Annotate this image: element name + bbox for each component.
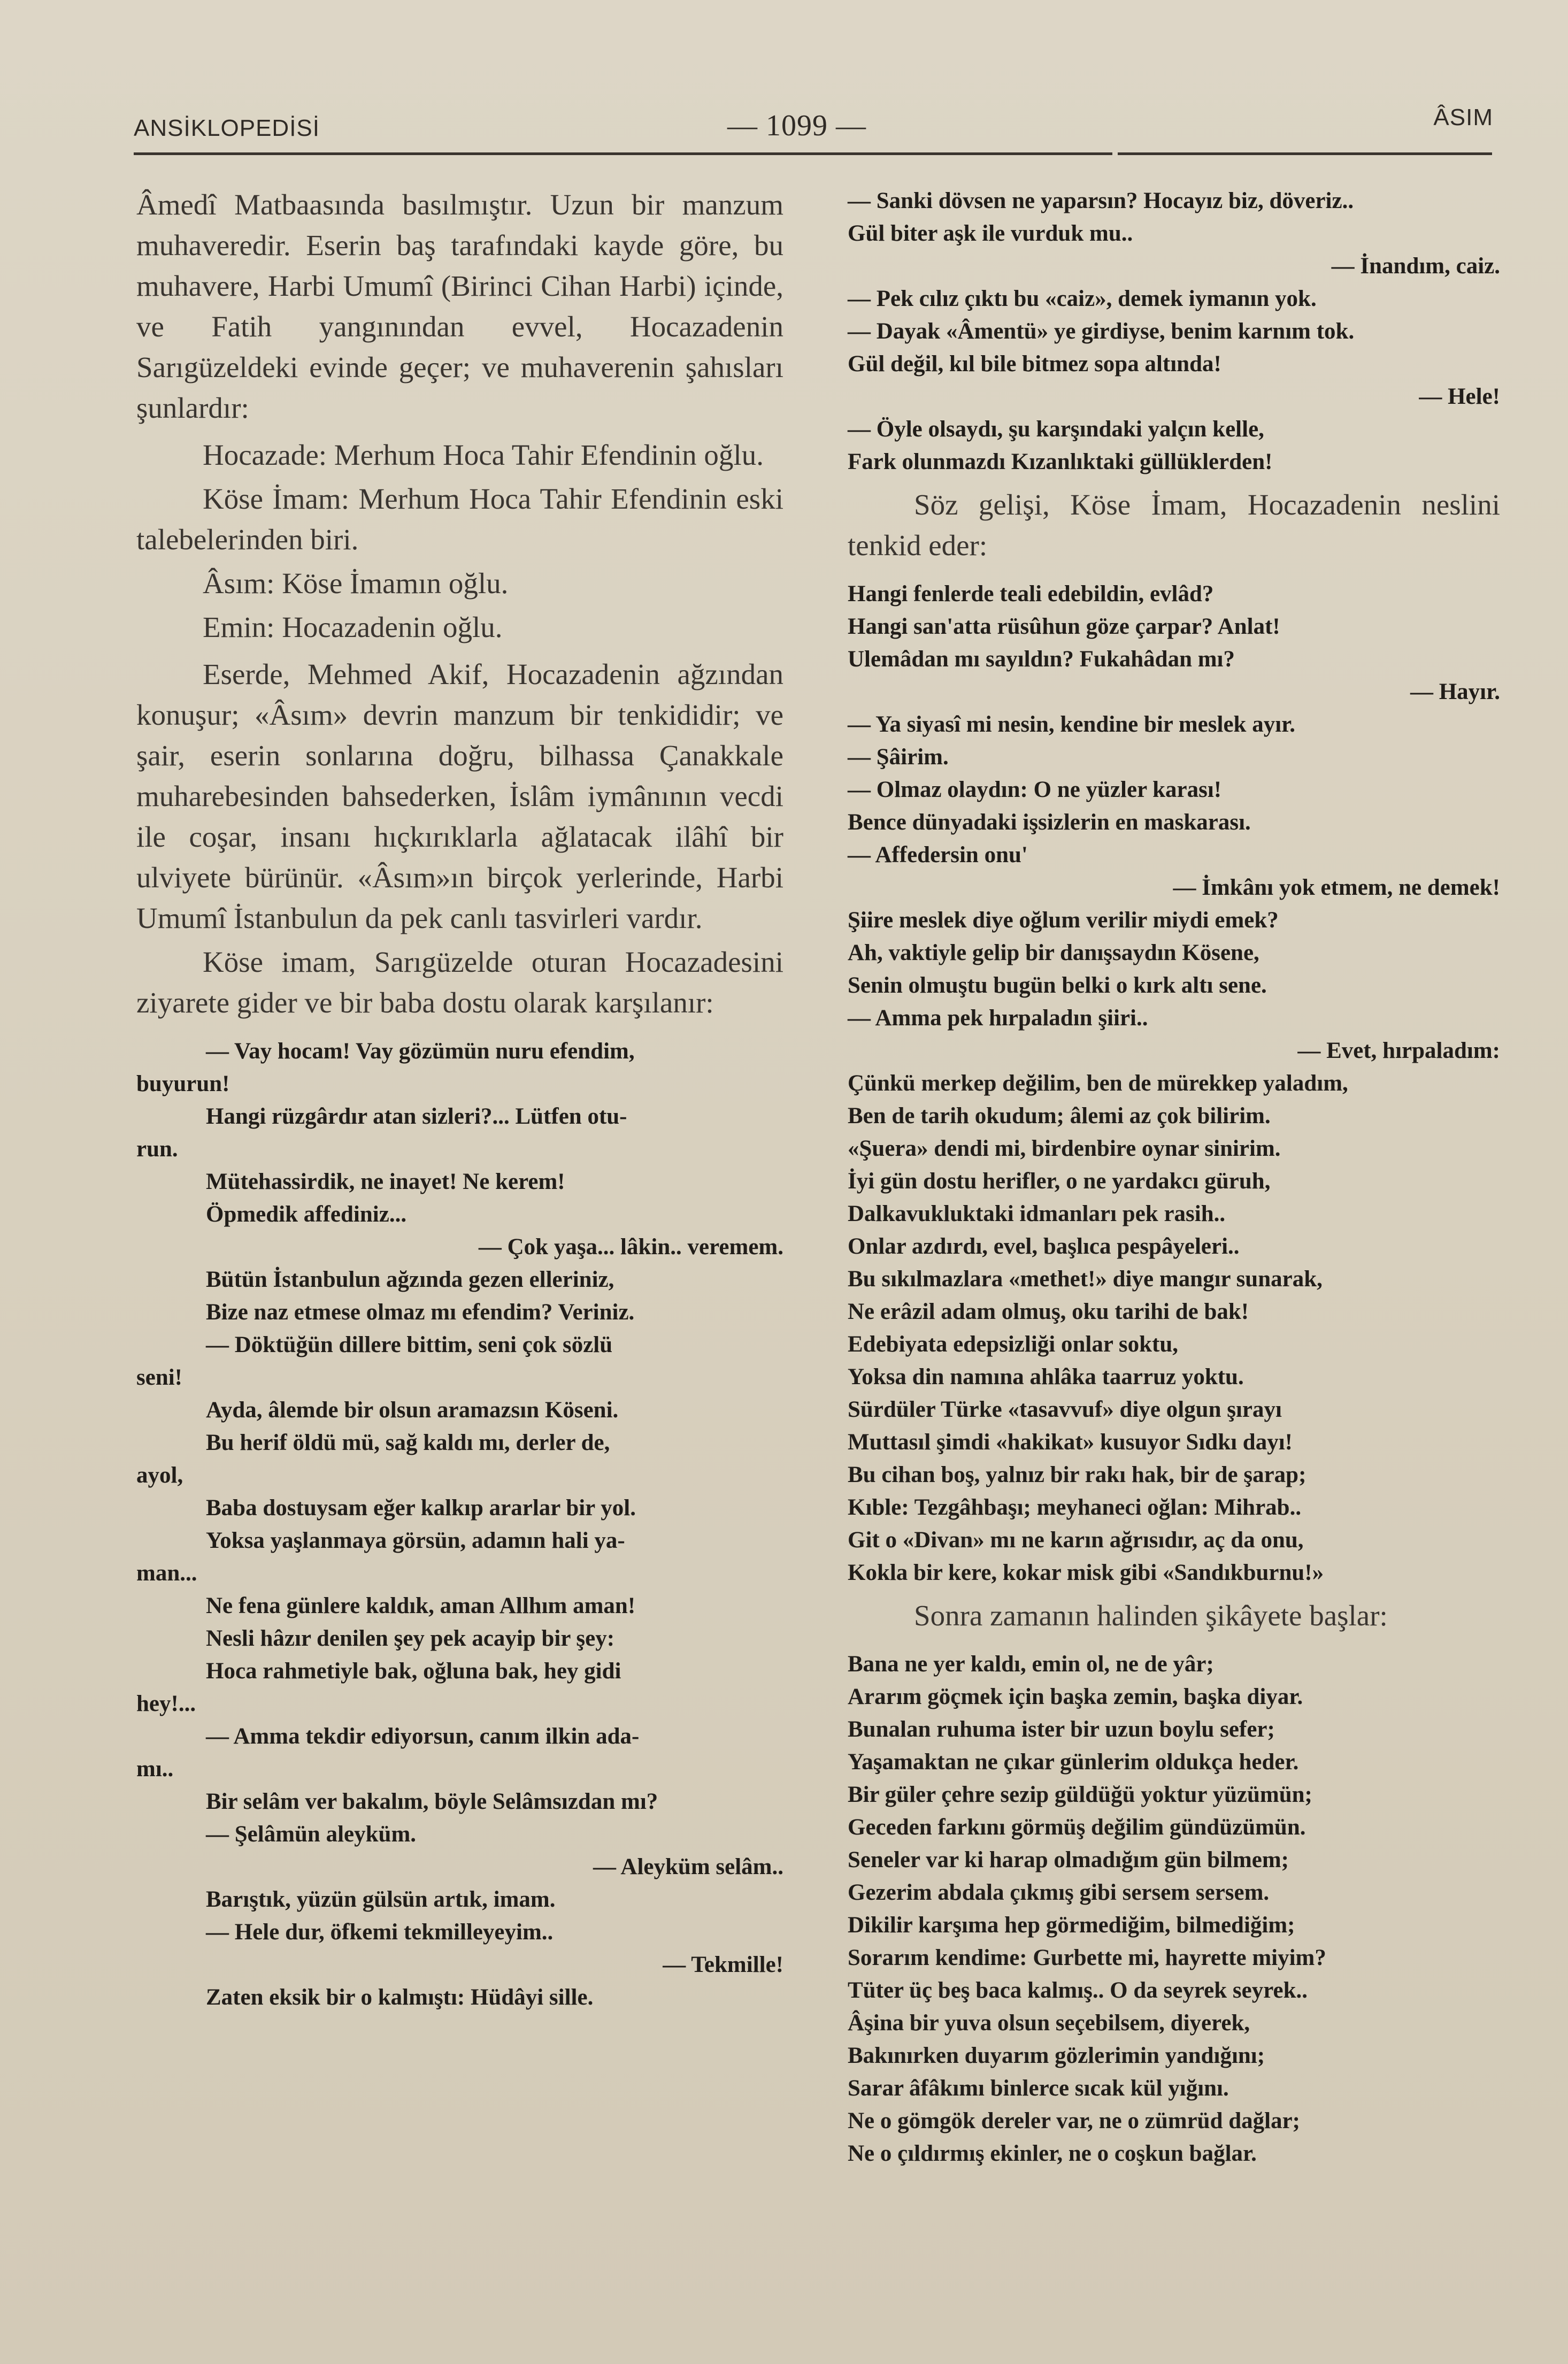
verse-line: — İnandım, caiz. <box>1331 254 1500 279</box>
paragraph-soz-gelisi: Söz gelişi, Köse İmam, Hocazadenin neslini tenkid eder: <box>848 488 1500 562</box>
verse-line: Bunalan ruhuma ister bir uzun boylu sefer; <box>848 1717 1275 1742</box>
verse-line: Bütün İstanbulun ağzında gezen elleriniz, <box>206 1267 614 1292</box>
verse-line: Kokla bir kere, kokar misk gibi «Sandıkburnu!» <box>848 1560 1324 1585</box>
verse-line: Yoksa din namına ahlâka taarruz yoktu. <box>848 1364 1244 1390</box>
verse-line: Ben de tarih okudum; âlemi az çok bilirim. <box>848 1103 1271 1129</box>
verse-line: Bu herif öldü mü, sağ kaldı mı, derler de, <box>206 1430 610 1455</box>
verse-line: Bir selâm ver bakalım, böyle Selâmsızdan mı? <box>206 1789 658 1814</box>
verse-line: — Amma tekdir ediyorsun, canım ilkin ada- <box>206 1724 640 1749</box>
verse-line: Dikilir karşıma hep görmediğim, bilmediğim; <box>848 1913 1295 1938</box>
role-hocazade: Hocazade: Merhum Hoca Tahir Efendinin oğlu. <box>203 439 764 471</box>
verse-line: Öpmedik affediniz... <box>206 1202 407 1227</box>
right-prose-2 <box>848 1595 1500 1636</box>
verse-line: buyurun! <box>136 1071 230 1096</box>
verse-line: Ulemâdan mı sayıldın? Fukahâdan mı? <box>848 647 1235 672</box>
verse-line: Ararım göçmek için başka zemin, başka diyar. <box>848 1684 1303 1709</box>
verse-line: Hangi san'atta rüsûhun göze çarpar? Anlat! <box>848 614 1280 639</box>
verse-line: Gül değil, kıl bile bitmez sopa altında! <box>848 351 1221 377</box>
verse-line: — Döktüğün dillere bittim, seni çok sözlü <box>206 1332 613 1357</box>
verse-line: Tüter üç beş baca kalmış.. O da seyrek seyrek.. <box>848 1978 1308 2003</box>
verse-line: — Hayır. <box>1410 679 1500 704</box>
verse-line: hey!... <box>136 1691 196 1716</box>
verse-line: Bu cihan boş, yalnız bir rakı hak, bir de şarap; <box>848 1462 1306 1487</box>
verse-line: Bir güler çehre sezip güldüğü yoktur yüzümün; <box>848 1782 1312 1807</box>
left-column <box>136 185 783 2014</box>
verse-line: Hangi rüzgârdır atan sizleri?... Lütfen otu- <box>206 1104 627 1129</box>
verse-line: Yaşamaktan ne çıkar günlerim oldukça heder. <box>848 1749 1299 1775</box>
verse-line: Yoksa yaşlanmaya görsün, adamın hali ya- <box>206 1528 625 1553</box>
verse-line: «Şuera» dendi mi, birdenbire oynar sinirim. <box>848 1136 1281 1161</box>
verse-line: İyi gün dostu herifler, o ne yardakcı güruh, <box>848 1169 1271 1194</box>
right-verse-1 <box>848 185 1500 478</box>
verse-line: Hangi fenlerde teali edebildin, evlâd? <box>848 581 1214 607</box>
verse-line: — Aleyküm selâm.. <box>593 1854 783 1879</box>
verse-line: — Şâirim. <box>848 744 949 770</box>
header-rule-right <box>1118 152 1492 155</box>
role-kose-imam: Köse İmam: Merhum Hoca Tahir Efendinin eski talebelerinden biri. <box>136 482 783 556</box>
verse-line: — Evet, hırpaladım: <box>1297 1038 1500 1063</box>
running-head-right: ÂSIM <box>1433 104 1493 131</box>
verse-line: Zaten eksik bir o kalmıştı: Hüdâyi sille. <box>206 1985 594 2010</box>
verse-line: Dalkavukluktaki idmanları pek rasih.. <box>848 1201 1226 1226</box>
verse-line: — Tekmille! <box>663 1952 783 1977</box>
verse-line: — Dayak «Âmentü» ye girdiyse, benim karnım tok. <box>848 319 1355 344</box>
paragraph-sonra: Sonra zamanın halinden şikâyete başlar: <box>914 1599 1388 1632</box>
intro-paragraph: Âmedî Matbaasında basılmıştır. Uzun bir manzum muhaveredir. Eserin baş tarafındaki kayde göre, bu muhavere, Harbi Umumî (Birinci Cihan Harbi) içinde, ve Fatih yangınından evvel, Hocazadenin Sarıgüzeldeki evinde geçer; ve muhaverenin şahısları şunlardır: <box>136 188 783 424</box>
verse-line: — Hele! <box>1419 384 1500 409</box>
verse-line: — Şelâmün aleyküm. <box>206 1822 417 1847</box>
verse-line: Barıştık, yüzün gülsün artık, imam. <box>206 1887 556 1912</box>
verse-line: Sarar âfâkımı binlerce sıcak kül yığını. <box>848 2076 1229 2101</box>
verse-line: Sürdüler Türke «tasavvuf» diye olgun şırayı <box>848 1397 1282 1422</box>
verse-line: — Sanki dövsen ne yaparsın? Hocayız biz, döveriz.. <box>848 188 1354 213</box>
verse-line: — Öyle olsaydı, şu karşındaki yalçın kelle, <box>848 417 1264 442</box>
verse-line: Ne o çıldırmış ekinler, ne o coşkun bağlar. <box>848 2141 1257 2166</box>
verse-line: run. <box>136 1137 178 1162</box>
verse-line: Ayda, âlemde bir olsun aramazsın Köseni. <box>206 1398 619 1423</box>
verse-line: man... <box>136 1561 197 1586</box>
verse-line: — Ya siyasî mi nesin, kendine bir meslek ayır. <box>848 712 1296 737</box>
verse-line: — Hele dur, öfkemi tekmilleyeyim.. <box>206 1920 554 1945</box>
paragraph-kose-imam: Köse imam, Sarıgüzelde oturan Hocazadesini ziyarete gider ve bir baba dostu olarak karşılanır: <box>136 946 783 1019</box>
verse-line: mı.. <box>136 1756 174 1782</box>
verse-line: Çünkü merkep değilim, ben de mürekkep yaladım, <box>848 1071 1348 1096</box>
page-number: — 1099 — <box>727 109 866 142</box>
verse-line: seni! <box>136 1365 182 1390</box>
verse-line: Bana ne yer kaldı, emin ol, ne de yâr; <box>848 1652 1214 1677</box>
verse-line: — Olmaz olaydın: O ne yüzler karası! <box>848 777 1222 802</box>
right-verse-3 <box>848 1648 1500 2170</box>
verse-line: Kıble: Tezgâhbaşı; meyhaneci oğlan: Mihrab.. <box>848 1495 1302 1520</box>
right-column <box>848 185 1500 2170</box>
verse-line: Baba dostuysam eğer kalkıp ararlar bir yol. <box>206 1495 636 1521</box>
verse-line: Geceden farkını görmüş değilim gündüzümün. <box>848 1815 1306 1840</box>
verse-line: — Affedersin onu' <box>848 842 1028 868</box>
left-prose <box>136 185 783 1023</box>
verse-line: Git o «Divan» mı ne karın ağrısıdır, aç da onu, <box>848 1528 1304 1553</box>
role-asim: Âsım: Köse İmamın oğlu. <box>203 567 509 600</box>
verse-line: Ne o gömgök dereler var, ne o zümrüd dağlar; <box>848 2108 1300 2133</box>
verse-line: Mütehassirdik, ne inayet! Ne kerem! <box>206 1169 565 1194</box>
verse-line: Bu sıkılmazlara «methet!» diye mangır sunarak, <box>848 1267 1323 1292</box>
right-verse-2 <box>848 578 1500 1589</box>
running-head-left: ANSİKLOPEDİSİ <box>134 115 320 141</box>
verse-line: Sorarım kendime: Gurbette mi, hayrette miyim? <box>848 1945 1326 1970</box>
header-rule-left <box>134 152 1112 155</box>
verse-line: Ne fena günlere kaldık, aman Allhım aman! <box>206 1593 636 1618</box>
verse-line: — Vay hocam! Vay gözümün nuru efendim, <box>206 1039 635 1064</box>
verse-line: Bence dünyadaki işsizlerin en maskarası. <box>848 810 1251 835</box>
verse-line: Şiire meslek diye oğlum verilir miydi emek? <box>848 908 1279 933</box>
verse-line: Gezerim abdala çıkmış gibi sersem sersem. <box>848 1880 1270 1905</box>
verse-line: Gül biter aşk ile vurduk mu.. <box>848 221 1133 246</box>
verse-line: — Pek cılız çıktı bu «caiz», demek iymanın yok. <box>848 286 1317 311</box>
right-prose-1 <box>848 485 1500 566</box>
verse-line: — Çok yaşa... lâkin.. veremem. <box>478 1234 783 1260</box>
verse-line: Seneler var ki harap olmadığım gün bilmem; <box>848 1847 1289 1872</box>
verse-line: Bize naz etmese olmaz mı efendim? Veriniz. <box>206 1300 635 1325</box>
role-emin: Emin: Hocazadenin oğlu. <box>203 611 503 643</box>
left-verse <box>136 1035 783 2014</box>
verse-line: Edebiyata edepsizliği onlar soktu, <box>848 1332 1179 1357</box>
verse-line: Onlar azdırdı, evel, başlıca pespâyeleri.. <box>848 1234 1240 1259</box>
verse-line: Bakınırken duyarım gözlerimin yandığını; <box>848 2043 1265 2068</box>
verse-line: Âşina bir yuva olsun seçebilsem, diyerek, <box>848 2010 1250 2036</box>
verse-line: Ne erâzil adam olmuş, oku tarihi de bak! <box>848 1299 1249 1324</box>
verse-line: Nesli hâzır denilen şey pek acayip bir şey: <box>206 1626 615 1651</box>
verse-line: Ah, vaktiyle gelip bir danışsaydın Kösene, <box>848 940 1259 965</box>
verse-line: Senin olmuştu bugün belki o kırk altı sene. <box>848 973 1267 998</box>
paragraph-eserde: Eserde, Mehmed Akif, Hocazadenin ağzından konuşur; «Âsım» devrin manzum bir tenkididir; ve şair, eserin sonlarına doğru, bilhassa Çanakkale muharebesinden bahsederken, İslâm iymânının vecdi ile coşar, insanı hıçkırıklarla ağlatacak ilâhî bir ulviyete bürünür. «Âsım»ın birçok yerlerinde, Harbi Umumî İstanbulun da pek canlı tasvirleri vardır. <box>136 658 783 934</box>
verse-line: Muttasıl şimdi «hakikat» kusuyor Sıdkı dayı! <box>848 1430 1293 1455</box>
page-header <box>134 104 1493 147</box>
verse-line: Hoca rahmetiyle bak, oğluna bak, hey gidi <box>206 1659 621 1684</box>
verse-line: — İmkânı yok etmem, ne demek! <box>1173 875 1500 900</box>
verse-line: — Amma pek hırpaladın şiiri.. <box>848 1006 1148 1031</box>
verse-line: Fark olunmazdı Kızanlıktaki güllüklerden! <box>848 449 1273 474</box>
verse-line: ayol, <box>136 1463 183 1488</box>
